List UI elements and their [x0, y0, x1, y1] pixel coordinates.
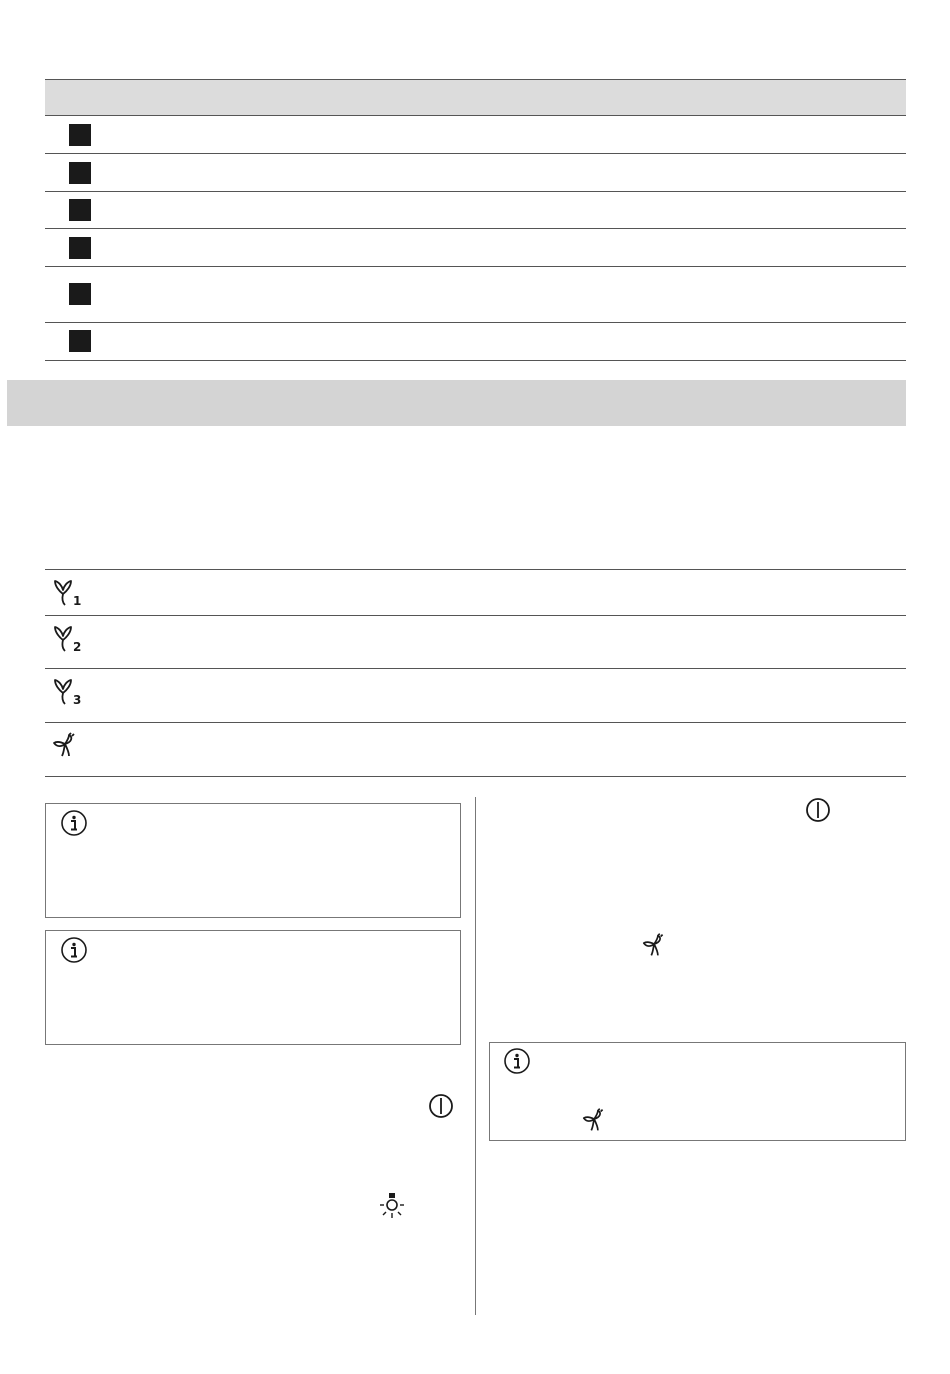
info-icon	[503, 1047, 531, 1075]
svg-text:1: 1	[73, 594, 82, 607]
fan-speed-3-icon	[50, 676, 84, 706]
table-row	[45, 267, 906, 323]
svg-text:2: 2	[73, 640, 82, 653]
table-row	[45, 723, 906, 777]
table-row	[45, 154, 906, 192]
table-row	[45, 192, 906, 229]
table-row	[45, 323, 906, 361]
top-table	[45, 79, 906, 361]
fan-boost-icon	[640, 930, 672, 960]
top-table-header	[45, 79, 906, 116]
fan-boost-icon	[50, 730, 84, 760]
square-marker	[69, 199, 91, 221]
square-marker	[69, 283, 91, 305]
square-marker	[69, 237, 91, 259]
info-box	[45, 930, 461, 1045]
fan-speed-2-icon	[50, 623, 84, 653]
square-marker	[69, 162, 91, 184]
table-row	[45, 229, 906, 267]
table-row	[45, 570, 906, 616]
fan-speed-table	[45, 569, 906, 777]
info-icon	[60, 809, 88, 837]
section-heading-band	[7, 380, 906, 426]
table-row	[45, 116, 906, 154]
table-row	[45, 616, 906, 669]
square-marker	[69, 330, 91, 352]
power-icon	[428, 1093, 454, 1119]
svg-text:3: 3	[73, 693, 82, 706]
square-marker	[69, 124, 91, 146]
fan-boost-icon	[580, 1105, 612, 1135]
fan-speed-1-icon	[50, 577, 84, 607]
info-box	[45, 803, 461, 918]
table-row	[45, 669, 906, 723]
info-box	[489, 1042, 906, 1141]
column-divider	[475, 797, 476, 1315]
power-icon	[805, 797, 831, 823]
info-icon	[60, 936, 88, 964]
light-icon	[378, 1192, 406, 1220]
